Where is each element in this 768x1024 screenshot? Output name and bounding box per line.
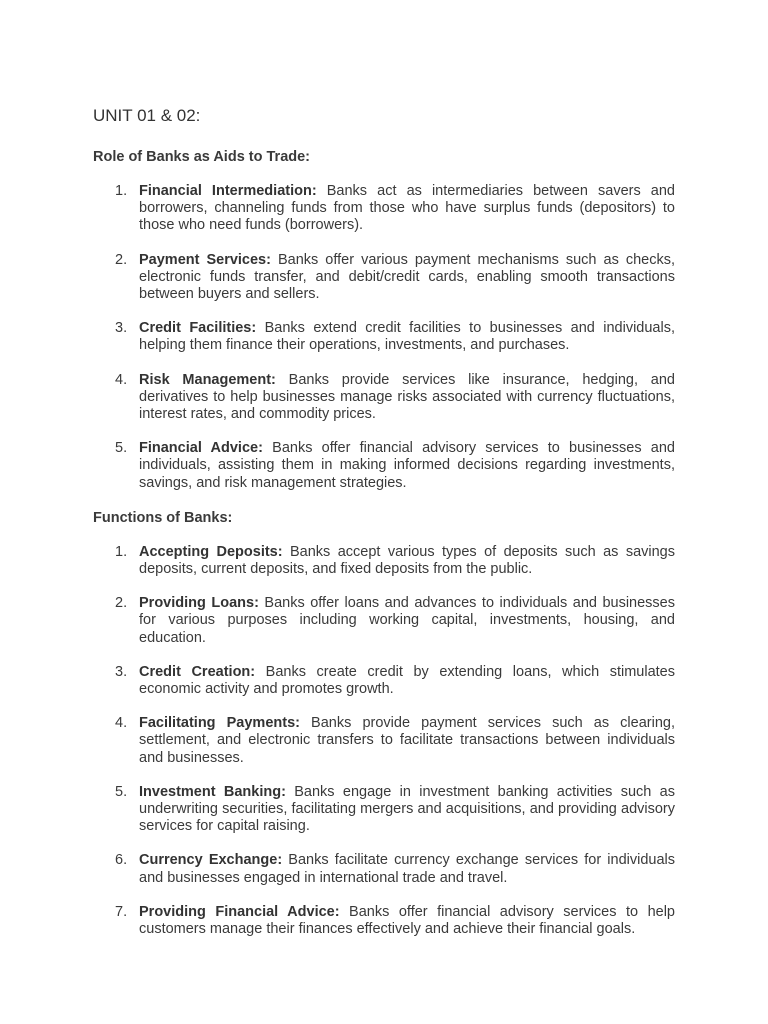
item-number: 2. xyxy=(115,251,128,268)
item-term: Accepting Deposits: xyxy=(139,543,283,560)
item-number: 5. xyxy=(115,783,128,800)
item-term: Credit Creation: xyxy=(139,663,256,680)
item-term: Providing Loans: xyxy=(139,595,259,612)
item-number: 5. xyxy=(115,440,128,457)
item-text: Banks offer financial advisory services to help customers manage their finances effectively and achieve their financial goals. xyxy=(139,903,675,938)
item-text: Banks facilitate currency exchange services for individuals and businesses engaged in international trade and travel. xyxy=(139,852,676,886)
item-text: Banks extend credit facilities to businesses and individuals, helping them finance their operations, investments, and purchases. xyxy=(139,320,675,354)
section-heading: Role of Banks as Aids to Trade: xyxy=(93,149,311,165)
section-role-of-banks xyxy=(93,148,675,492)
item-text: Banks accept various types of deposits such as savings deposits, current deposits, and fixed deposits from the public. xyxy=(139,543,675,578)
item-number: 3. xyxy=(115,320,128,337)
list-item xyxy=(93,595,675,647)
item-number: 2. xyxy=(115,595,128,612)
item-number: 4. xyxy=(115,715,128,732)
item-term: Providing Financial Advice: xyxy=(139,903,340,920)
list-item xyxy=(93,440,675,492)
section-heading: Functions of Banks: xyxy=(93,509,233,526)
list-item xyxy=(93,252,675,304)
document-page xyxy=(93,104,675,955)
list-item xyxy=(93,183,675,235)
list-item xyxy=(93,904,675,938)
item-term: Credit Facilities: xyxy=(139,320,257,337)
item-text: Banks act as intermediaries between savers and borrowers, channeling funds from those who have surplus funds (depositors) to those who need funds (borrowers). xyxy=(139,183,675,234)
item-text: Banks provide services like insurance, hedging, and derivatives to help businesses manage risks associated with currency fluctuations, interest rates, and commodity prices. xyxy=(139,371,675,423)
list-item xyxy=(93,544,675,578)
list-item xyxy=(93,784,675,836)
item-term: Currency Exchange: xyxy=(139,852,283,869)
item-term: Financial Intermediation: xyxy=(139,183,317,199)
list-item xyxy=(93,372,675,424)
item-text: Banks offer financial advisory services to businesses and individuals, assisting them in making informed decisions regarding investments, savings, and risk management strategies. xyxy=(139,440,675,491)
item-number: 3. xyxy=(115,663,128,680)
item-number: 1. xyxy=(115,543,128,560)
item-term: Investment Banking: xyxy=(139,783,286,800)
item-text: Banks offer various payment mechanisms such as checks, electronic funds transfer, and debit/credit cards, enabling smooth transactions between buyers and sellers. xyxy=(139,251,676,303)
item-term: Risk Management: xyxy=(139,371,276,388)
list-item xyxy=(93,664,675,698)
item-text: Banks provide payment services such as clearing, settlement, and electronic transfers to facilitate transactions between individuals and businesses. xyxy=(139,715,675,766)
list-item xyxy=(93,320,675,354)
list-item xyxy=(93,852,675,886)
item-number: 1. xyxy=(115,183,128,199)
item-term: Financial Advice: xyxy=(139,440,263,457)
functions-list xyxy=(93,544,675,938)
section-functions-of-banks xyxy=(93,509,675,938)
list-item xyxy=(93,715,675,767)
unit-title: UNIT 01 & 02: xyxy=(93,106,201,125)
item-text: Banks offer loans and advances to individuals and businesses for various purposes including working capital, investments, housing, and education. xyxy=(139,595,675,646)
item-text: Banks engage in investment banking activities such as underwriting securities, facilitating mergers and acquisitions, and providing advisory services for capital raising. xyxy=(139,783,676,835)
item-text: Banks create credit by extending loans, which stimulates economic activity and promotes growth. xyxy=(139,663,675,698)
item-number: 6. xyxy=(115,852,128,869)
role-list xyxy=(93,183,675,492)
item-term: Payment Services: xyxy=(139,251,271,268)
item-number: 4. xyxy=(115,371,128,388)
item-number: 7. xyxy=(115,903,128,920)
item-term: Facilitating Payments: xyxy=(139,715,300,732)
